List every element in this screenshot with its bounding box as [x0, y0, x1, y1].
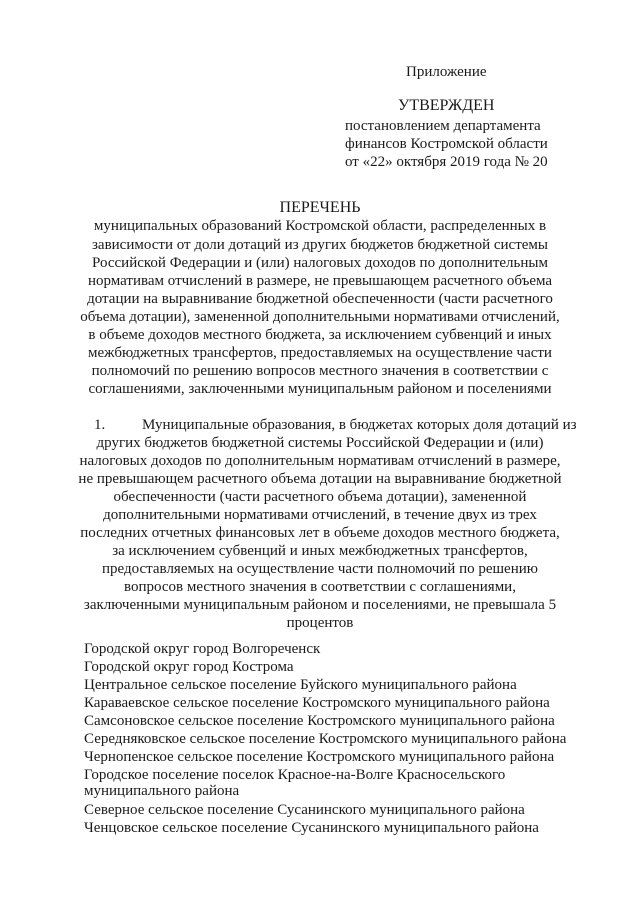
section-line: не превышающем расчетного объема дотации на выравнивание бюджетной	[78, 471, 562, 487]
list-item: Караваевское сельское поселение Костромского муниципального района	[84, 695, 550, 711]
title-line: дотации на выравнивание бюджетной обеспеченности (части расчетного	[87, 291, 553, 307]
section-line: налоговых доходов по дополнительным нормативам отчислений в размере,	[79, 453, 561, 469]
title-line: соглашениями, заключенными муниципальным районом и поселениями	[88, 381, 552, 397]
list-item: Северное сельское поселение Сусанинского муниципального района	[84, 802, 525, 818]
section-line: других бюджетов бюджетной системы Российской Федерации и (или)	[96, 435, 544, 451]
title-line: зависимости от доли дотаций из других бюджетов бюджетной системы	[91, 237, 548, 253]
list-item: Середняковское сельское поселение Костромского муниципального района	[84, 731, 567, 747]
title-line: нормативам отчислений в размере, не превышающем расчетного объема	[87, 273, 553, 289]
document-heading: ПЕРЕЧЕНЬ	[279, 199, 361, 216]
list-item: муниципального района	[84, 783, 240, 799]
section-number: 1.	[94, 417, 106, 433]
title-line: объема дотации), замененной дополнительными нормативами отчислений,	[80, 309, 560, 325]
approval-line-2: финансов Костромской области	[345, 136, 548, 152]
section-line: обеспеченности (части расчетного объема дотации), замененной	[113, 489, 527, 505]
list-item: Ченцовское сельское поселение Сусанинского муниципального района	[84, 820, 539, 836]
section-line: вопросов местного значения в соответствии с соглашениями,	[124, 579, 516, 595]
section-line: предоставляемых на осуществление части полномочий по решению	[102, 561, 538, 577]
list-item: Самсоновское сельское поселение Костромского муниципального района	[84, 713, 555, 729]
list-item: Чернопенское сельское поселение Костромского муниципального района	[84, 749, 555, 765]
section-line: дополнительными нормативами отчислений, в течение двух из трех	[103, 507, 537, 523]
list-item: Городской округ город Кострома	[84, 659, 294, 675]
appendix-label: Приложение	[406, 64, 487, 80]
list-item: Городское поселение поселок Красное-на-Волге Красносельского	[84, 767, 506, 783]
section-line: процентов	[286, 615, 354, 631]
list-item: Центральное сельское поселение Буйского муниципального района	[84, 677, 517, 693]
title-line: Российской Федерации и (или) налоговых доходов по дополнительным	[92, 255, 548, 271]
list-item: Городской округ город Волгореченск	[84, 641, 321, 657]
title-line: полномочий по решению вопросов местного значения в соответствии с	[91, 363, 549, 379]
title-line: муниципальных образований Костромской области, распределенных в	[93, 218, 547, 234]
section-line: за исключением субвенций и иных межбюджетных трансфертов,	[112, 543, 528, 559]
section-line: заключенными муниципальным районом и поселениями, не превышала 5	[83, 597, 557, 613]
section-first-line: Муниципальные образования, в бюджетах которых доля дотаций из	[142, 417, 577, 433]
section-line: последних отчетных финансовых лет в объеме доходов местного бюджета,	[80, 525, 560, 541]
title-line: межбюджетных трансфертов, предоставляемых на осуществление части	[88, 345, 552, 361]
approval-line-1: постановлением департамента	[345, 118, 541, 134]
approval-line-3: от «22» октября 2019 года № 20	[345, 154, 548, 170]
approved-label: УТВЕРЖДЕН	[398, 97, 495, 114]
title-line: в объеме доходов местного бюджета, за исключением субвенций и иных	[88, 327, 552, 343]
